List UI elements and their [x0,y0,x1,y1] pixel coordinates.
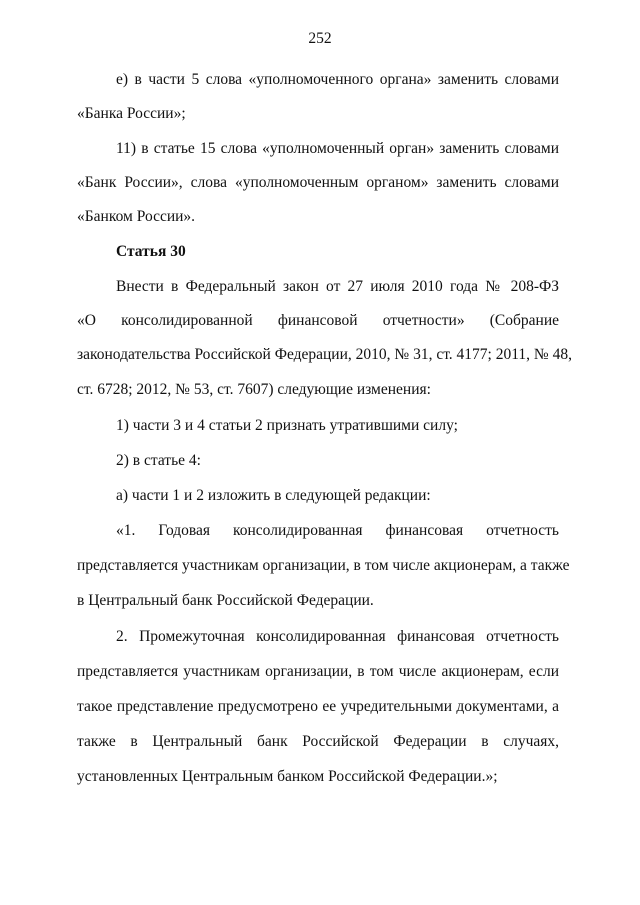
text-line-10: ст. 6728; 2012, № 53, ст. 7607) следующие изменения: [77,381,431,398]
text-line-15: представляется участникам организации, в том числе акционерам, а также [77,557,570,574]
text-line-13: а) части 1 и 2 изложить в следующей редакции: [116,487,431,504]
text-line-21: установленных Центральным банком Российской Федерации.»; [77,768,498,785]
text-line-16: в Центральный банк Российской Федерации. [77,592,374,609]
text-line-4: «Банк России», слова «уполномоченным органом» заменить словами [77,174,559,191]
text-line-19: такое представление предусмотрено ее учредительными документами, а [77,698,559,715]
text-line-1: е) в части 5 слова «уполномоченного органа» заменить словами [116,71,559,88]
text-line-20: также в Центральный банк Российской Федерации в случаях, [77,733,559,750]
article-heading: Статья 30 [116,243,186,260]
text-line-7: Внести в Федеральный закон от 27 июля 2010 года № 208-ФЗ [116,278,559,295]
text-line-14: «1. Годовая консолидированная финансовая отчетность [116,522,559,539]
text-line-18: представляется участникам организации, в том числе акционерам, если [77,663,559,680]
text-line-3: 11) в статье 15 слова «уполномоченный орган» заменить словами [116,140,559,157]
text-line-9: законодательства Российской Федерации, 2010, № 31, ст. 4177; 2011, № 48, [77,346,572,363]
text-line-17: 2. Промежуточная консолидированная финансовая отчетность [116,628,559,645]
text-line-12: 2) в статье 4: [116,452,201,469]
text-line-5: «Банком России». [77,208,196,225]
text-line-11: 1) части 3 и 4 статьи 2 признать утратившими силу; [116,417,458,434]
page-number: 252 [308,30,332,47]
text-line-2: «Банка России»; [77,105,186,122]
text-line-8: «О консолидированной финансовой отчетности» (Собрание [77,312,559,329]
